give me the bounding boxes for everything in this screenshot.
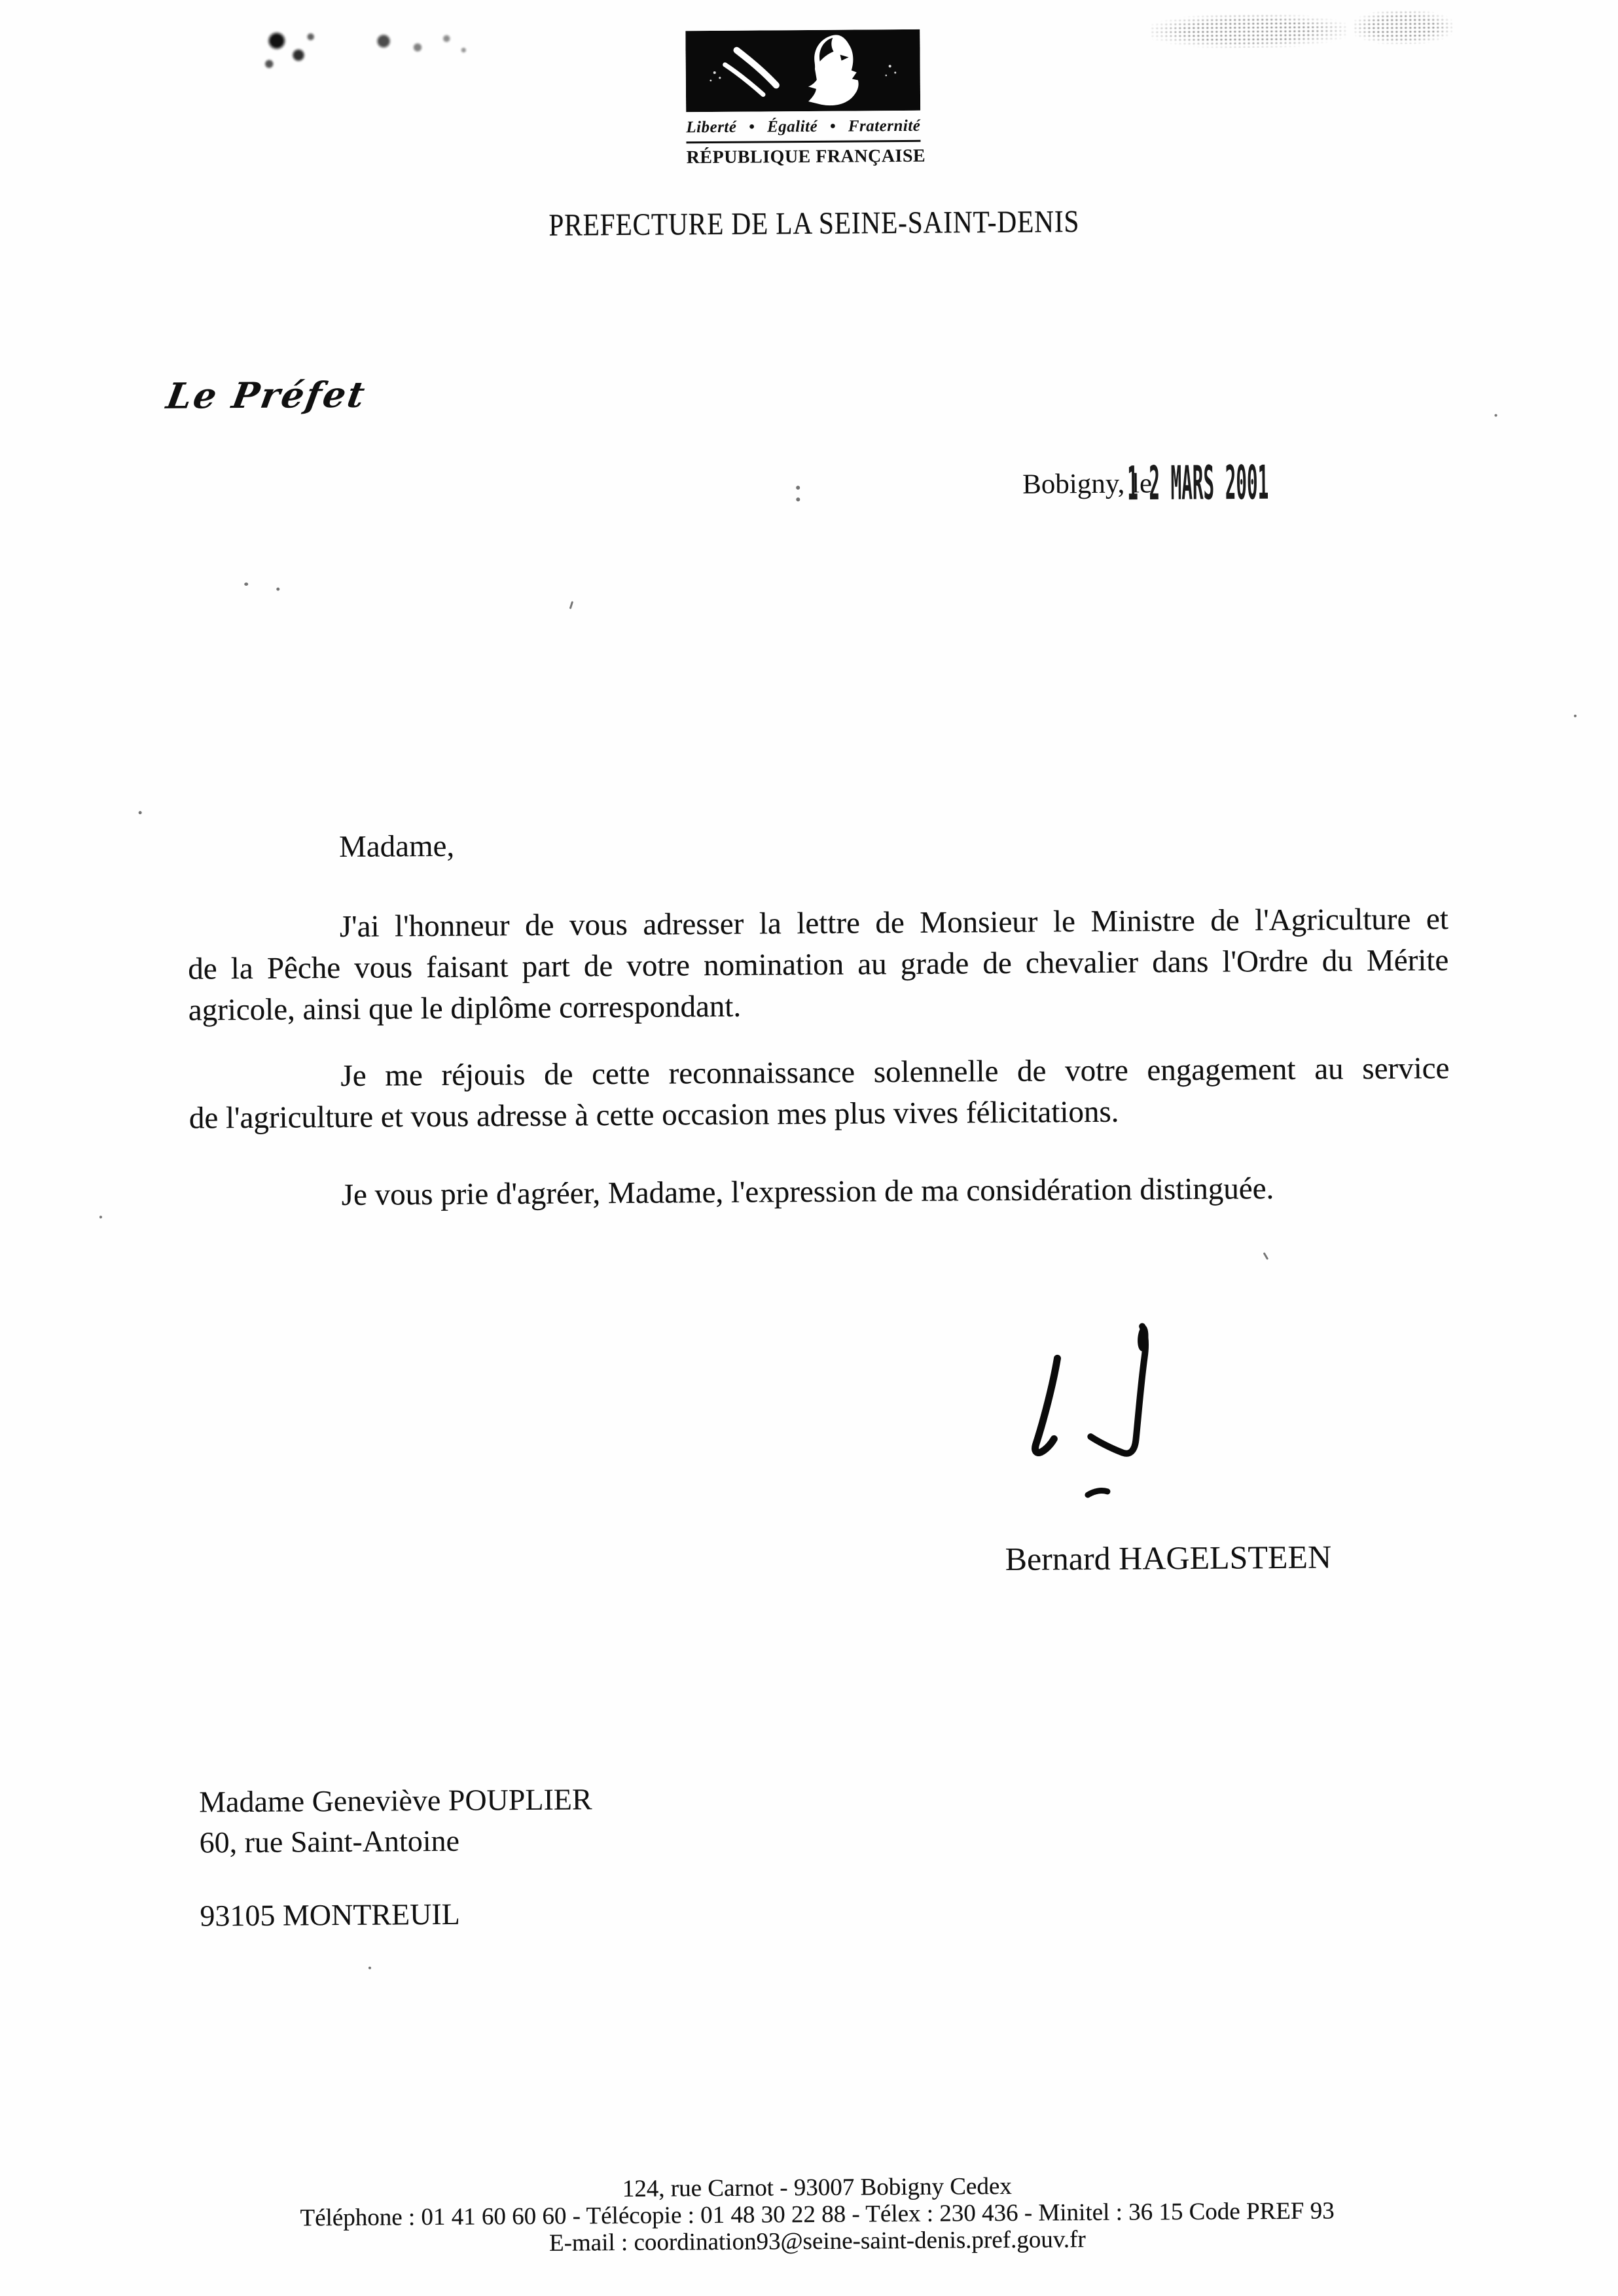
prefecture-title-row [5,200,1618,247]
dateline-place: Bobigny, le [1022,468,1153,500]
republique-francaise-letterhead [685,29,926,168]
recipient-street: 60, rue Saint-Antoine [199,1823,460,1859]
paragraph-line: agricole, ainsi que le diplôme correspondant. [188,989,742,1028]
paragraph-line: de l'agriculture et vous adresse à cette occasion mes plus vives félicitations. [189,1094,1119,1136]
scan-noise-blob [253,22,331,76]
scan-speck [139,811,142,814]
body-salutation: Madame, [338,829,455,865]
footer-address: 124, rue Carnot - 93007 Bobigny Cedex [622,2172,1012,2203]
motto-divider [686,140,920,143]
scan-noise-blob [357,23,478,67]
paragraph-line: Je me réjouis de cette reconnaissance solennelle de votre engagement au service [340,1051,1450,1093]
paragraph-line: Je vous prie d'agréer, Madame, l'expression de ma considération distinguée. [341,1172,1274,1212]
body-paragraph [188,899,1449,1031]
scan-speck [276,588,279,591]
footer-contacts: Téléphone : 01 41 60 60 60 - Télécopie : 01 48 30 22 88 - Télex : 230 436 - Minitel : 36 15 Code PREF 93 [300,2197,1335,2232]
paragraph-line: de la Pêche vous faisant part de votre nomination au grade de chevalier dans l'Ordre du Mérite [188,943,1449,986]
scan-speck [1574,715,1577,717]
scan-speck [244,583,248,586]
motto-label: Liberté • Égalité • Fraternité [686,117,921,137]
scan-speck [1263,1252,1269,1260]
scan-speck [99,1216,102,1219]
footer-email: E-mail : coordination93@seine-saint-denis.pref.gouv.fr [548,2226,1086,2257]
scan-speck [1494,414,1497,417]
body-paragraph [189,1167,1450,1217]
scan-speck [569,601,573,609]
recipient-city: 93105 MONTREUIL [200,1897,460,1933]
body-paragraph [189,1048,1450,1139]
prefecture-title: PREFECTURE DE LA SEINE-SAINT-DENIS [548,204,1079,243]
scan-speck [369,1967,371,1969]
signer-name: Bernard HAGELSTEEN [1005,1538,1332,1577]
paragraph-line: J'ai l'honneur de vous adresser la lettre de Monsieur le Ministre de l'Agriculture et [339,902,1448,944]
handwritten-signature [1001,1304,1198,1515]
scan-noise-band [1353,10,1452,45]
scan-speck [796,486,800,490]
recipient-name: Madame Geneviève POUPLIER [198,1782,592,1819]
sender-role: Le Préfet [163,373,370,417]
marianne-logo [685,29,920,112]
date-stamp: 1 2 MARS 2001 [1126,455,1269,511]
republic-label: RÉPUBLIQUE FRANÇAISE [686,145,926,168]
page-footer [8,2168,1618,2260]
scan-noise-band [1150,13,1346,48]
